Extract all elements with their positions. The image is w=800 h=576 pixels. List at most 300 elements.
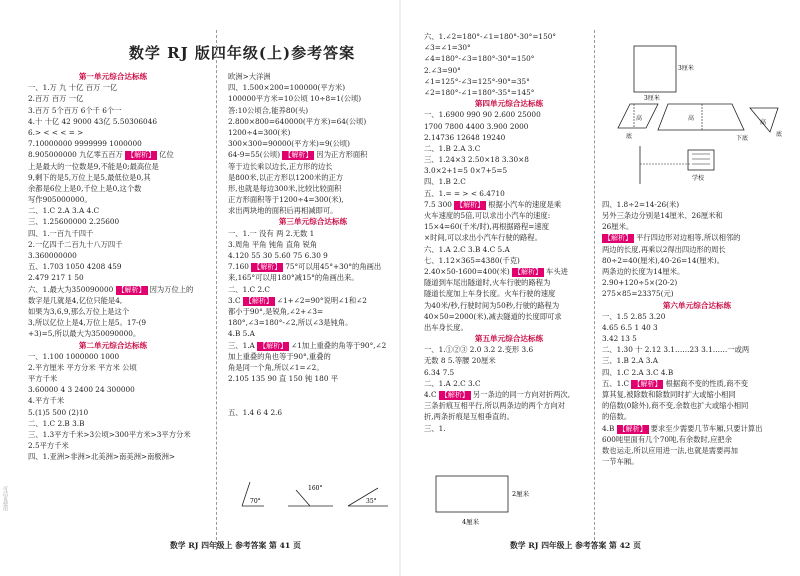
analysis-text: 因为正方形面积 [316, 150, 368, 160]
answer-line [602, 456, 792, 467]
answer-line [424, 109, 594, 120]
answer-text: 3.百万 5个百万 6个千 6个一 [28, 105, 122, 115]
answer-line [28, 407, 198, 418]
answer-line [602, 288, 792, 299]
answer-text: ×时间,可以求出小汽车行驶的路程。 [424, 233, 542, 243]
answer-text: 两条边的长度为14厘米。 [602, 266, 685, 276]
rect-height-label: 2厘米 [512, 490, 530, 498]
analysis-tag: 【解析】 [127, 151, 156, 160]
answer-line [28, 194, 198, 205]
answer-text: 2.40×50-1600=400(米) [424, 266, 513, 276]
answer-text: 2.90+120÷5×(20-2) [602, 278, 678, 288]
answer-line [28, 440, 198, 451]
rectangle [436, 476, 508, 512]
answer-line [28, 295, 198, 306]
column-3 [424, 31, 594, 434]
answer-text: 3.0×2+1=5 0×7+5=5 [424, 166, 508, 176]
answer-line [228, 384, 398, 395]
answer-line [602, 367, 792, 378]
parallelogram-base: 底 [626, 133, 633, 140]
answer-text: 80÷2=40(厘米),40-26=14(厘米)。 [602, 255, 725, 265]
angle1-label: 70° [250, 498, 261, 505]
answer-line [28, 228, 198, 239]
answer-line [28, 172, 198, 183]
answer-text: +3)=5,所以最大为350090000。 [28, 329, 141, 339]
answer-text: 二、1.C 2.A 3.A 4.C [28, 206, 100, 216]
answer-line [424, 244, 594, 255]
answer-text: ∠3=∠1=30° [424, 43, 471, 53]
answer-line [424, 232, 594, 243]
trapezoid [658, 104, 744, 130]
answer-text: 3.42 13 5 [602, 334, 637, 344]
answer-line [28, 93, 198, 104]
answer-text: 四、1.500×200=100000(平方米) [228, 83, 346, 93]
answer-text: 64-9=55(公顷) [228, 150, 283, 160]
answer-line [602, 389, 792, 400]
analysis-tag: 【解析】 [117, 285, 146, 294]
answer-text: 上是最大的一位数是9,不能是0;最高位是 [28, 161, 159, 171]
column-1 [28, 71, 198, 463]
analysis-text: 根据商不变的性质,商不变 [665, 378, 749, 388]
analysis-text: 因为万位上的 [149, 284, 194, 294]
answer-text: 一、1.100 1000000 1000 [28, 351, 120, 361]
answer-line [424, 400, 594, 411]
triangle-base-label: 底 [776, 131, 783, 138]
answer-line [602, 266, 792, 277]
answer-line [424, 344, 594, 355]
answer-line [424, 255, 594, 266]
answer-text: 9,剩下的是5,万位上是5,最低位是0,其 [28, 172, 151, 182]
answer-text: 2.百万 百万 一亿 [28, 94, 84, 104]
analysis-tag: 【解析】 [633, 379, 662, 388]
answer-text: 的倍数。 [602, 412, 632, 422]
answer-text: 275×85=23375(元) [602, 289, 674, 299]
answer-line [424, 423, 594, 434]
answer-line [602, 400, 792, 411]
answer-text: 折,两条折痕是互相垂直的。 [424, 412, 514, 422]
answer-text: 五、1.= = > < 6.4710 [424, 188, 505, 198]
angle2-label: 160° [308, 485, 323, 492]
analysis-tag: 【解析】 [456, 200, 485, 209]
answer-line [228, 328, 398, 339]
answer-line [228, 149, 398, 160]
answer-text: 3,所以亿位上是4,万位上是5。17-(9 [28, 318, 147, 328]
answer-text: 等于边长乘以边长,正方形的边长 [228, 161, 333, 171]
answer-line [424, 266, 594, 277]
answer-line [424, 87, 594, 98]
answer-line [602, 199, 792, 210]
answer-text: 七、1.12×365=4380(千克) [424, 255, 520, 265]
answer-line [424, 199, 594, 210]
answer-text: 4.120 55 30 5.60 75 6.30 9 [228, 251, 328, 260]
answer-text: 40×50=2000(米),减去隧道的长度即可求 [424, 311, 562, 321]
section-heading: 第六单元综合达标练 [662, 300, 732, 310]
answer-text: 为40米/秒,行驶时间为50秒,行驶的路程为 [424, 300, 560, 310]
answer-text: 100000平方米=10公顷 10÷8=1(公顷) [228, 94, 362, 104]
answer-text: 加上重叠的角也等于90°,重叠的 [228, 351, 331, 361]
divider-right [594, 30, 595, 550]
answer-line [228, 250, 398, 261]
answer-text: 写作905000000。 [28, 195, 92, 205]
answer-text: 三、1.B 2.A 3.A [602, 356, 659, 366]
answer-line [424, 389, 594, 400]
answer-text: 二、1.C 2.B 3.B [28, 418, 85, 428]
trapezoid-base: 下底 [736, 135, 749, 142]
answer-text: 如果为3,6,9,那么万位上是这个 [28, 306, 130, 316]
answer-line [28, 261, 198, 272]
answer-line [424, 188, 594, 199]
answer-line [228, 261, 398, 272]
analysis-text: 75°可以用45°+30°的角画出 [285, 262, 382, 272]
answer-text: 二、1.C 2.C [228, 284, 271, 294]
answer-text: 六、1.∠2=180°-∠1=180°-30°=150° [424, 32, 557, 41]
answer-text: 一、1.万 九 十亿 百万 一亿 [28, 83, 118, 93]
answer-line [228, 407, 398, 418]
answer-text: 5.(1)5 500 (2)10 [28, 407, 89, 417]
answer-text: 3.周角 平角 钝角 直角 锐角 [228, 239, 318, 249]
parallelogram-label: 高 [636, 115, 643, 122]
answer-line [28, 328, 198, 339]
answer-line [28, 429, 198, 440]
answer-text: 三、1.A [228, 340, 258, 350]
answer-line [228, 194, 398, 205]
answer-line [28, 418, 198, 429]
answer-text: 角是同一个角,所以∠1=∠2。 [228, 362, 324, 372]
geometry-figures [610, 34, 790, 192]
answer-line [424, 143, 594, 154]
analysis-tag: 【解析】 [284, 151, 313, 160]
answer-line [228, 161, 398, 172]
answer-text: 三条折痕互相平行,所以两条边的两个方向对 [424, 401, 565, 411]
answer-text: 算其复,被除数和除数同时扩大或缩小相同 [602, 390, 736, 399]
answer-line [602, 445, 792, 456]
answer-line [28, 451, 198, 462]
analysis-tag: 【解析】 [618, 424, 647, 433]
answer-text: 都小于90°,是锐角,∠2+∠3= [228, 306, 324, 316]
answer-line [228, 93, 398, 104]
footer-left: 数学 RJ 四年级上 参考答案 第 41 页 [170, 541, 301, 550]
answer-line [228, 317, 398, 328]
answer-text: 形,也就是每边300米,比较比较面积 [228, 183, 342, 193]
page-fold [399, 0, 401, 576]
answer-line [228, 183, 398, 194]
answer-line [228, 105, 398, 116]
answer-line [602, 255, 792, 266]
answer-line [602, 221, 792, 232]
answer-line [424, 367, 594, 378]
school-label: 学校 [692, 175, 705, 182]
answer-line [602, 210, 792, 221]
answer-line [28, 384, 198, 395]
answer-text: 二、1.A 2.C 3.C [424, 378, 481, 388]
analysis-text: ∠1加上重叠的角等于90°,∠2 [291, 340, 387, 350]
answer-text: 三、1. [424, 423, 446, 433]
analysis-text: ∠1+∠2=90°说明∠1和∠2 [276, 295, 367, 305]
answer-text: 隧道到车尾出隧道时,火车行驶的路程为 [424, 278, 551, 288]
answer-text: 三、1.24×3 2.50×18 3.30×8 [424, 155, 529, 165]
answer-text: 600吨里面有几个70吨,有余数时,应把余 [602, 434, 733, 444]
answer-line [228, 228, 398, 239]
footer-right: 数学 RJ 四年级上 参考答案 第 42 页 [510, 541, 641, 550]
answer-line [602, 333, 792, 344]
analysis-text: 要求至少需要几节车厢,只要计算出 [650, 423, 763, 433]
answer-text: 4.平方千米 [28, 396, 65, 406]
analysis-text: 亿位 [159, 150, 174, 160]
analysis-tag: 【解析】 [604, 234, 632, 243]
answer-text: 4.B 5.A [228, 329, 255, 339]
answer-text: 4.C [424, 390, 439, 399]
answer-line [424, 378, 594, 389]
triangle-height-label: 高 [760, 119, 767, 126]
answer-text: 一、1.一 没有 两 2.无数 1 [228, 228, 315, 238]
divider-left [216, 30, 217, 550]
answer-text: 2.平方厘米 平方分米 平方米 公顷 [28, 362, 137, 372]
answer-line [424, 53, 594, 64]
answer-text: 2.一亿四千二百九十八万四千 [28, 239, 123, 249]
answer-line [28, 116, 198, 127]
answer-text: 7.10000000 9999999 1000000 [28, 139, 142, 149]
answer-text: 四、1.一百九千四千 [28, 228, 94, 238]
square-shape [634, 46, 676, 92]
answer-line [424, 121, 594, 132]
answer-text: 一节车厢。 [602, 457, 639, 467]
answer-text: 6.34 7.5 [424, 367, 455, 377]
rectangle-figure [434, 474, 544, 532]
section-heading: 第一单元综合达标练 [78, 72, 148, 81]
answer-line [228, 172, 398, 183]
answer-line [602, 277, 792, 288]
answer-line [424, 176, 594, 187]
answer-text: 180°,∠3=180°-∠2,所以∠3是钝角。 [228, 318, 353, 328]
answer-line [28, 105, 198, 116]
answer-text: 是800米,以正方形以1200米的正方 [228, 172, 344, 182]
answer-line [28, 284, 198, 295]
answer-line [28, 138, 198, 149]
answer-text: 三、1.25600000 2.25600 [28, 217, 120, 227]
section-heading: 第二单元综合达标练 [78, 340, 148, 350]
analysis-text: 平行四边形对边相等,所以相邻的 [636, 233, 741, 243]
section-heading: 第五单元综合达标练 [474, 334, 544, 344]
trapezoid-label: 高 [688, 115, 695, 122]
answer-text: 2.105 135 90 直 150 钝 180 平 [228, 374, 339, 384]
answer-text: 3.60000 4 3 2400 24 300000 [28, 385, 135, 395]
answer-text: 2.800×800=640000(平方米)=64(公顷) [228, 116, 367, 126]
answer-line [28, 127, 198, 138]
answer-line [424, 288, 594, 299]
section-heading: 第四单元综合达标练 [474, 99, 544, 109]
answer-line [228, 127, 398, 138]
page-title: 数学 RJ 版四年级(上)参考答案 [128, 44, 356, 62]
answer-line [424, 31, 594, 42]
square-height-label: 3厘米 [678, 65, 694, 72]
answer-text: 另外三条边分别是14厘米、26厘米和 [602, 211, 723, 220]
answer-line [424, 311, 594, 322]
answer-text: 4.B [602, 423, 617, 433]
answer-text: 两边的长度,再乘以2得出四边形的周长 [602, 244, 726, 254]
answer-text: 的倍数(0除外),商不变,余数也扩大或缩小相同 [602, 401, 749, 411]
analysis-tag: 【解析】 [440, 391, 469, 399]
answer-text: 数字是几就是4,亿位只能是4, [28, 295, 123, 305]
answer-text: 平方千米 [28, 374, 58, 384]
answer-text: 7.5 300 [424, 199, 455, 209]
answer-line [28, 317, 198, 328]
analysis-tag: 【解析】 [514, 267, 543, 276]
answer-text: 四、1.C 2.A 3.C 4.B [602, 367, 674, 377]
answer-line [228, 340, 398, 351]
answer-line [228, 395, 398, 406]
answer-text: 2.∠3=90° [424, 65, 461, 75]
answer-text: ∠2=180°-∠1=180°-35°=145° [424, 87, 535, 97]
analysis-tag: 【解析】 [253, 263, 282, 272]
answer-line [424, 65, 594, 76]
answer-line [602, 232, 792, 243]
answer-text: 2.5平方千米 [28, 441, 69, 451]
answer-line [602, 378, 792, 389]
answer-line [228, 295, 398, 306]
answer-text: 8.905000000 九亿零五百万 [28, 150, 126, 160]
answer-line [228, 373, 398, 384]
angle-figures [238, 476, 398, 510]
answer-line [228, 239, 398, 250]
answer-text: 来,165°可以用180°减15°的角画出来。 [228, 273, 359, 283]
answer-line [228, 351, 398, 362]
answer-line [602, 423, 792, 434]
answer-line [228, 284, 398, 295]
answer-line [602, 344, 792, 355]
answer-text: 五、1.4 6 4 2.6 [228, 407, 283, 417]
answer-text: 1700 7800 4400 3.900 2000 [424, 121, 529, 131]
answer-line [602, 434, 792, 445]
answer-text: 求出两块地的面积后再相减即可。 [228, 206, 338, 216]
answer-line [28, 272, 198, 283]
answer-line [28, 250, 198, 261]
answer-line [28, 362, 198, 373]
answer-line [424, 210, 594, 221]
side-note: 可活页使用 [2, 486, 8, 511]
answer-text: 四、1.亚洲>非洲>北美洲>南美洲>南极洲> [28, 452, 175, 462]
answer-text: 300×300=90000(平方米)=9(公顷) [228, 139, 350, 149]
answer-text: 六、1.A 2.C 3.B 4.C 5.A [424, 244, 510, 254]
answer-line [28, 161, 198, 172]
answer-text: 4.十 十亿 42 9000 43亿 5.50306046 [28, 116, 157, 126]
answer-line [228, 116, 398, 127]
answer-line [424, 221, 594, 232]
answer-text: 2.14736 12648 19240 [424, 132, 506, 142]
column-2 [228, 71, 398, 418]
answer-text: 四、1.8÷2=14-26(米) [602, 199, 680, 209]
answer-text: 四、1.B 2.C [424, 177, 466, 187]
analysis-text: 根据小汽车的速度是乘 [488, 199, 562, 209]
answer-line [228, 71, 398, 82]
answer-text: 答:10公顷合,能养80(头) [228, 105, 309, 115]
answer-line [228, 362, 398, 373]
rect-width-label: 4厘米 [462, 518, 480, 526]
analysis-tag: 【解析】 [259, 341, 288, 350]
answer-line [28, 239, 198, 250]
answer-text: 3.360000000 [28, 251, 77, 260]
answer-text: 一、1.6900 990 90 2.600 25000 [424, 110, 541, 120]
answer-text: 五、1.C [602, 378, 632, 388]
answer-text: 15×4=60(千米/时),再根据路程=速度 [424, 222, 549, 232]
answer-text: 6.> < < < = > [28, 127, 84, 137]
answer-line [424, 76, 594, 87]
answer-line [424, 322, 594, 333]
answer-text: 余都是6位上是0,千位上是0,这个数 [28, 183, 142, 193]
answer-line [424, 154, 594, 165]
answer-line [228, 205, 398, 216]
answer-line [28, 205, 198, 216]
analysis-text: 车头进 [546, 266, 568, 276]
analysis-tag: 【解析】 [244, 296, 273, 305]
answer-text: 1200÷4=300(米) [228, 127, 291, 137]
angle1-arm [242, 482, 250, 506]
answer-text: 三、1.3平方千米>3公顷>300平方米>3平方分米 [28, 430, 191, 439]
answer-text: 六、1.最大为350090000 [28, 284, 116, 294]
answer-line [424, 277, 594, 288]
answer-line [28, 149, 198, 160]
answer-line [602, 244, 792, 255]
answer-line [602, 322, 792, 333]
answer-text: 一、1.①②③ 2.0 3.2 2.变形 3.6 [424, 345, 534, 355]
answer-line [602, 355, 792, 366]
answer-line [424, 411, 594, 422]
answer-line [228, 138, 398, 149]
answer-text: 4.65 6.5 1 40 3 [602, 322, 658, 332]
answer-text: 欧洲>大洋洲 [228, 72, 271, 81]
answer-text: 正方形面积等于1200÷4=300(米), [228, 195, 344, 205]
answer-line [424, 132, 594, 143]
section-heading: 第三单元综合达标练 [278, 217, 348, 227]
answer-text: ∠4=180°-∠3=180°-30°=150° [424, 54, 535, 64]
answer-text: 26厘米。 [602, 222, 634, 232]
answer-line [424, 165, 594, 176]
angle2-arm [296, 490, 310, 506]
analysis-text: 另一条边的同一方向对折两次, [472, 390, 571, 399]
answer-line [28, 351, 198, 362]
answer-text: 火车速度的5倍,可以求出小汽车的速度: [424, 211, 551, 220]
answer-text: 隧道长度加上车身长度。火车行驶的速度 [424, 289, 556, 299]
answer-text: ∠1=125°-∠3=125°-90°=35° [424, 76, 530, 86]
answer-line [28, 216, 198, 227]
answer-line [28, 306, 198, 317]
answer-line [28, 395, 198, 406]
answer-text: 2.479 217 1 50 [28, 273, 84, 283]
answer-line [228, 82, 398, 93]
school-building [688, 150, 714, 170]
answer-line [228, 272, 398, 283]
answer-text: 3.C [228, 295, 243, 305]
answer-line [28, 183, 198, 194]
answer-text: 一、1.5 2.85 3.20 [602, 311, 666, 321]
answer-line [28, 82, 198, 93]
answer-text: 无数 8 5.等腰 20厘米 [424, 356, 496, 366]
square-width-label: 3厘米 [644, 95, 660, 102]
answer-line [424, 355, 594, 366]
answer-text: 二、1.B 2.A 3.C [424, 143, 481, 153]
answer-line [28, 373, 198, 384]
answer-text: 五、1.703 1050 4208 459 [28, 262, 122, 272]
angle3-label: 35° [366, 498, 377, 505]
answer-text: 出车身长度。 [424, 322, 468, 332]
answer-line [602, 311, 792, 322]
answer-line [228, 306, 398, 317]
answer-line [602, 411, 792, 422]
answer-text: 二、1.30 十 2.12 3.1……23 3.1……一或两 [602, 345, 750, 355]
answer-text: 7.160 [228, 262, 252, 272]
answer-text: 数也运走,所以应用进一法,也就是需要再加 [602, 445, 738, 455]
answer-line [424, 300, 594, 311]
answer-line [424, 42, 594, 53]
